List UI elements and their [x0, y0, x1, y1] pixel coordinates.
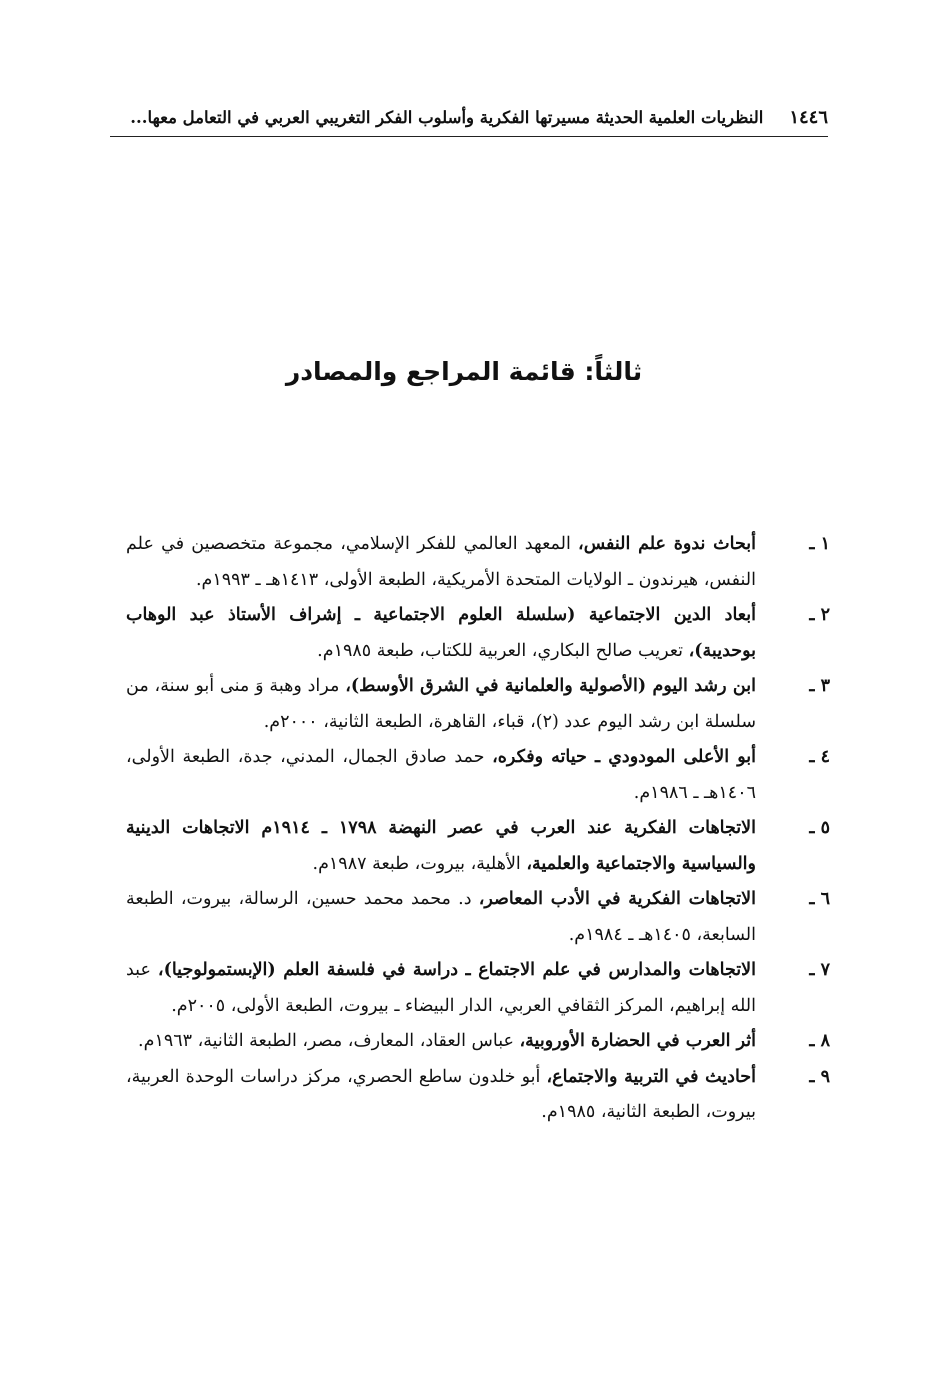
running-title: النظريات العلمية الحديثة مسيرتها الفكرية وأسلوب الفكر التغريبي العربي في التعامل معها...: [130, 107, 764, 127]
reference-text: [126, 740, 756, 811]
reference-details: تعريب صالح البكاري، العربية للكتاب، طبعة ١٩٨٥م.: [317, 640, 689, 661]
reference-details: المعهد العالمي للفكر الإسلامي، مجموعة متخصصين في علم النفس، هيرندون ـ الولايات المتحدة الأمريكية، الطبعة الأولى، ١٤١٣هـ ـ ١٩٩٣م.: [126, 534, 756, 590]
reference-text: [126, 598, 756, 669]
reference-text: [126, 527, 756, 598]
reference-item: [126, 882, 830, 953]
reference-text: [126, 953, 756, 1024]
reference-item: [126, 527, 830, 598]
reference-details: عباس العقاد، المعارف، مصر، الطبعة الثانية، ١٩٦٣م.: [138, 1031, 520, 1051]
reference-title: الاتجاهات والمدارس في علم الاجتماع ـ دراسة في فلسفة العلم (الإبستمولوجيا)،: [157, 960, 756, 980]
reference-details: مراد وهبة وَ منى أبو سنة، من سلسلة ابن رشد اليوم عدد (٢)، قباء، القاهرة، الطبعة الثانية، ٢٠٠٠م.: [126, 676, 756, 732]
reference-list: [126, 527, 830, 1131]
reference-details: د. محمد محمد حسين، الرسالة، بيروت، الطبعة السابعة، ١٤٠٥هـ ـ ١٩٨٤م.: [126, 889, 756, 945]
reference-text: [126, 811, 756, 882]
reference-item: [126, 598, 830, 669]
reference-text: [126, 882, 756, 953]
reference-text: [126, 1060, 756, 1131]
reference-item: [126, 1060, 830, 1131]
reference-details: عبد الله إبراهيم، المركز الثقافي العربي، الدار البيضاء ـ بيروت، الطبعة الأولى، ٢٠٠٥م.: [126, 960, 756, 1016]
reference-number: ٩ ـ: [809, 1066, 830, 1087]
reference-title: ابن رشد اليوم (الأصولية والعلمانية في الشرق الأوسط)،: [345, 676, 756, 696]
reference-item: [126, 811, 830, 882]
reference-number: ٥ ـ: [809, 818, 830, 838]
reference-details: الأهلية، بيروت، طبعة ١٩٨٧م.: [312, 853, 527, 874]
reference-title: الاتجاهات الفكرية في الأدب المعاصر،: [478, 889, 756, 909]
reference-number: ٦ ـ: [809, 889, 830, 909]
reference-item: [126, 953, 830, 1024]
reference-item: [126, 669, 830, 740]
reference-item: [126, 1024, 830, 1060]
reference-title: أبعاد الدين الاجتماعية (سلسلة العلوم الاجتماعية ـ إشراف الأستاذ عبد الوهاب بوحديبة)،: [126, 605, 756, 661]
reference-number: ٢ ـ: [809, 605, 830, 625]
running-header: [110, 98, 828, 137]
reference-title: أحاديث في التربية والاجتماع،: [546, 1066, 756, 1087]
reference-text: [126, 1024, 756, 1060]
reference-title: أبحاث ندوة علم النفس،: [578, 534, 756, 554]
reference-item: [126, 740, 830, 811]
reference-title: أثر العرب في الحضارة الأوروبية،: [519, 1031, 756, 1051]
reference-number: ٧ ـ: [809, 960, 830, 980]
reference-details: أبو خلدون ساطع الحصري، مركز دراسات الوحدة العربية، بيروت، الطبعة الثانية، ١٩٨٥م.: [126, 1066, 756, 1122]
reference-number: ٣ ـ: [809, 676, 830, 696]
reference-text: [126, 669, 756, 740]
page-number: ١٤٤٦: [789, 106, 828, 128]
reference-title: أبو الأعلى المودودي ـ حياته وفكره،: [492, 747, 756, 767]
reference-details: حمد صادق الجمال، المدني، جدة، الطبعة الأولى، ١٤٠٦هـ ـ ١٩٨٦م.: [126, 747, 756, 803]
reference-number: ٤ ـ: [809, 747, 830, 767]
reference-number: ٨ ـ: [809, 1031, 830, 1051]
reference-number: ١ ـ: [809, 534, 830, 554]
section-title: ثالثاً: قائمة المراجع والمصادر: [285, 357, 643, 386]
reference-title: الاتجاهات الفكرية عند العرب في عصر النهضة ١٧٩٨ ـ ١٩١٤م الاتجاهات الدينية والسياسية والاجتماعية والعلمية،: [126, 818, 757, 874]
